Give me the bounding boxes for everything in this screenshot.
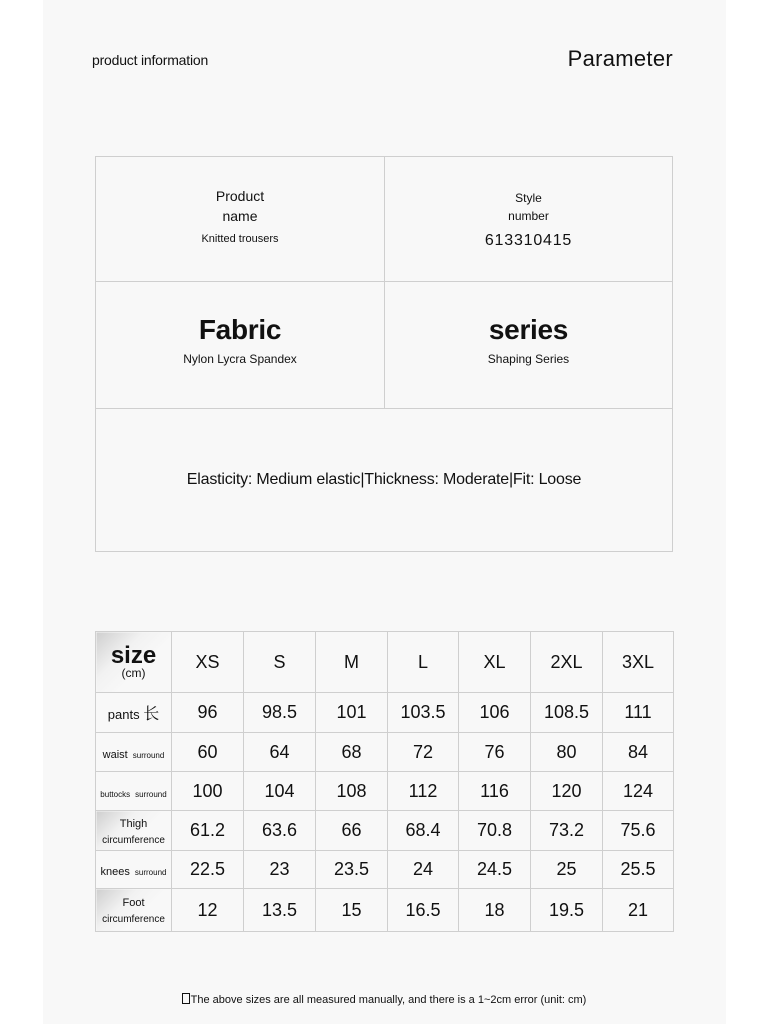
row-label-cell bbox=[96, 772, 172, 811]
style-number-cell bbox=[385, 157, 672, 282]
table-cell: 16.5 bbox=[388, 889, 459, 932]
style-number-label bbox=[385, 189, 672, 225]
table-cell: 73.2 bbox=[531, 811, 603, 851]
table-cell: 106 bbox=[459, 693, 531, 733]
row-label-b: 长 bbox=[143, 706, 160, 723]
table-row bbox=[96, 889, 674, 932]
table-cell: 108 bbox=[316, 772, 388, 811]
product-name-label bbox=[96, 186, 384, 226]
table-cell: 18 bbox=[459, 889, 531, 932]
fabric-cell bbox=[96, 282, 385, 409]
style-number-label-text: Style number bbox=[508, 191, 549, 223]
table-cell: 101 bbox=[316, 693, 388, 733]
table-cell: 84 bbox=[603, 733, 674, 772]
table-row bbox=[96, 851, 674, 889]
row-label-b: circumference bbox=[102, 834, 165, 846]
table-cell: 15 bbox=[316, 889, 388, 932]
table-cell: 22.5 bbox=[172, 851, 244, 889]
row-label-a: waist bbox=[102, 748, 128, 761]
table-cell: 60 bbox=[172, 733, 244, 772]
size-header-l: L bbox=[388, 632, 459, 693]
table-cell: 112 bbox=[388, 772, 459, 811]
table-cell: 64 bbox=[244, 733, 316, 772]
table-row bbox=[96, 693, 674, 733]
row-label-a: Foot bbox=[122, 897, 145, 909]
size-header-s: S bbox=[244, 632, 316, 693]
attributes-text: Elasticity: Medium elastic|Thickness: Moderate|Fit: Loose bbox=[186, 471, 582, 488]
table-cell: 21 bbox=[603, 889, 674, 932]
series-value: Shaping Series bbox=[487, 352, 570, 366]
product-info-grid bbox=[95, 156, 673, 552]
table-cell: 72 bbox=[388, 733, 459, 772]
size-header-3xl: 3XL bbox=[603, 632, 674, 693]
row-label-cell bbox=[96, 889, 172, 932]
row-label-a: pants bbox=[107, 707, 140, 722]
table-cell: 103.5 bbox=[388, 693, 459, 733]
fabric-label: Fabric bbox=[198, 314, 282, 345]
table-cell: 76 bbox=[459, 733, 531, 772]
row-label-b: surround bbox=[135, 789, 167, 799]
table-cell: 63.6 bbox=[244, 811, 316, 851]
measurement-note-text: The above sizes are all measured manually, and there is a 1~2cm error (unit: cm) bbox=[190, 994, 587, 1006]
size-header-2xl: 2XL bbox=[531, 632, 603, 693]
table-cell: 24.5 bbox=[459, 851, 531, 889]
fabric-value: Nylon Lycra Spandex bbox=[183, 352, 297, 366]
table-cell: 100 bbox=[172, 772, 244, 811]
table-cell: 75.6 bbox=[603, 811, 674, 851]
table-cell: 25 bbox=[531, 851, 603, 889]
size-table bbox=[95, 631, 674, 932]
table-row bbox=[96, 733, 674, 772]
table-cell: 23 bbox=[244, 851, 316, 889]
measurement-note bbox=[0, 993, 768, 1006]
table-cell: 70.8 bbox=[459, 811, 531, 851]
note-marker-icon bbox=[182, 993, 190, 1004]
product-information-heading: product information bbox=[92, 52, 209, 68]
table-cell: 61.2 bbox=[172, 811, 244, 851]
table-cell: 96 bbox=[172, 693, 244, 733]
series-cell bbox=[385, 282, 672, 409]
row-label-cell bbox=[96, 851, 172, 889]
table-cell: 98.5 bbox=[244, 693, 316, 733]
row-label-b: surround bbox=[134, 868, 167, 877]
size-corner-label: size bbox=[110, 642, 157, 669]
table-cell: 120 bbox=[531, 772, 603, 811]
table-cell: 24 bbox=[388, 851, 459, 889]
attributes-cell bbox=[96, 409, 672, 551]
table-cell: 111 bbox=[603, 693, 674, 733]
table-cell: 23.5 bbox=[316, 851, 388, 889]
series-label: series bbox=[488, 314, 569, 345]
row-label-cell bbox=[96, 733, 172, 772]
table-cell: 13.5 bbox=[244, 889, 316, 932]
row-label-a: knees bbox=[100, 866, 130, 878]
style-number-value: 613310415 bbox=[484, 232, 573, 249]
table-row bbox=[96, 772, 674, 811]
table-cell: 80 bbox=[531, 733, 603, 772]
table-cell: 68 bbox=[316, 733, 388, 772]
size-header-m: M bbox=[316, 632, 388, 693]
table-cell: 66 bbox=[316, 811, 388, 851]
table-cell: 124 bbox=[603, 772, 674, 811]
table-cell: 104 bbox=[244, 772, 316, 811]
row-label-b: surround bbox=[132, 750, 165, 760]
table-cell: 68.4 bbox=[388, 811, 459, 851]
row-label-cell bbox=[96, 811, 172, 851]
row-label-a: Thigh bbox=[119, 817, 148, 830]
table-cell: 108.5 bbox=[531, 693, 603, 733]
product-name-value: Knitted trousers bbox=[201, 233, 279, 245]
product-name-label-text: Product name bbox=[215, 188, 265, 224]
size-corner-cell bbox=[96, 632, 172, 693]
size-header-xl: XL bbox=[459, 632, 531, 693]
row-label-b: circumference bbox=[102, 914, 165, 925]
row-label-cell bbox=[96, 693, 172, 733]
table-row bbox=[96, 811, 674, 851]
size-header-row bbox=[96, 632, 674, 693]
parameter-heading: Parameter bbox=[567, 46, 673, 71]
table-cell: 12 bbox=[172, 889, 244, 932]
table-cell: 19.5 bbox=[531, 889, 603, 932]
product-name-cell bbox=[96, 157, 385, 282]
row-label-a: buttocks bbox=[100, 789, 131, 799]
size-header-xs: XS bbox=[172, 632, 244, 693]
table-cell: 116 bbox=[459, 772, 531, 811]
table-cell: 25.5 bbox=[603, 851, 674, 889]
size-corner-unit: (cm) bbox=[121, 666, 146, 680]
